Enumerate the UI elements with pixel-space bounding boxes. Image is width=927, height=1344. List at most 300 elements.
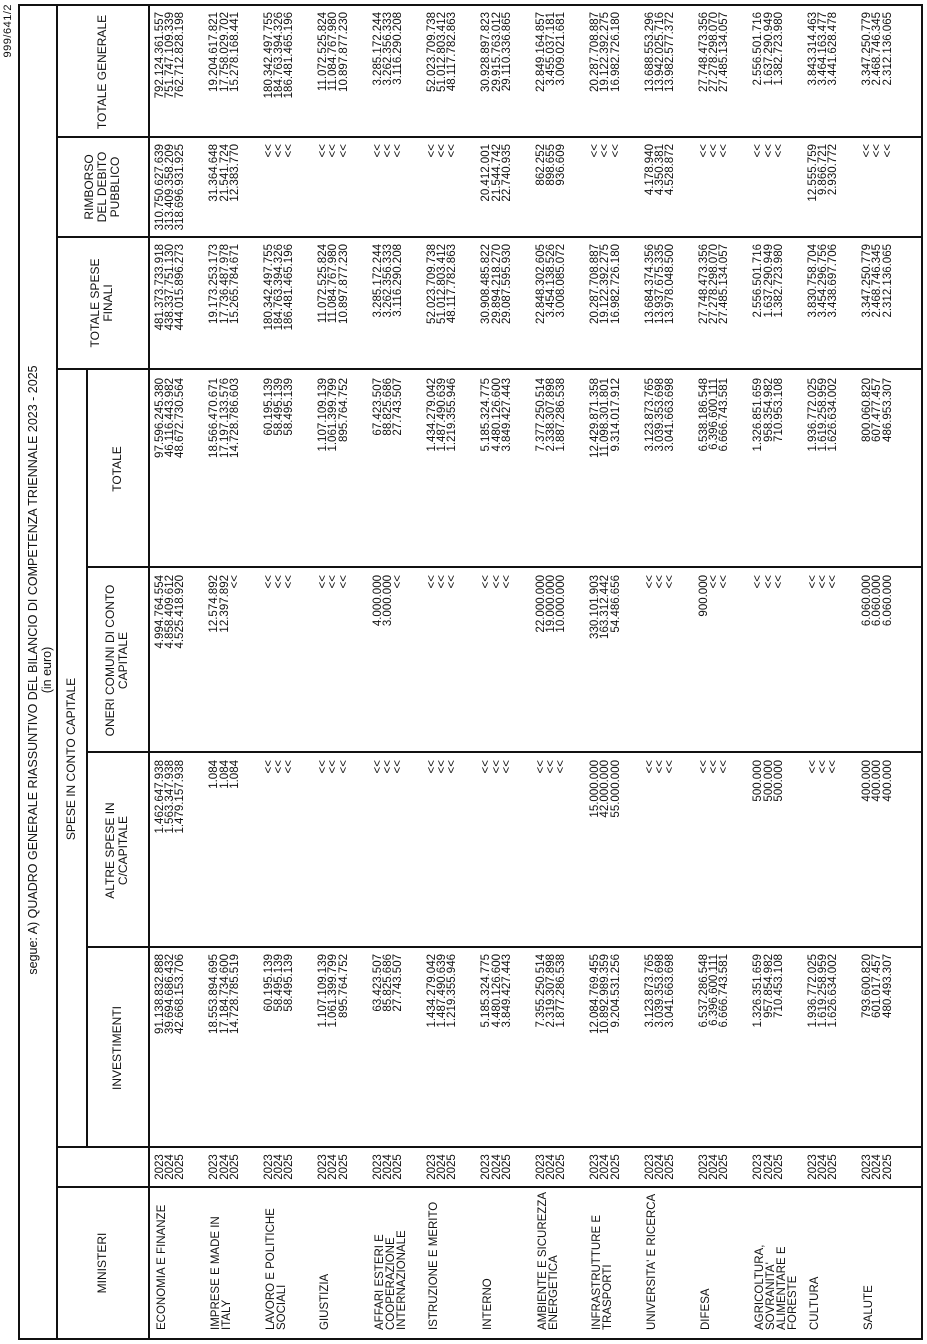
totale-cell: 3.123.873.765 (643, 378, 656, 452)
investimenti-cell: 27.743.507 (392, 954, 404, 1012)
rimborso-cell: 936.609 (555, 144, 568, 186)
divider (86, 751, 921, 753)
table-frame (18, 4, 923, 1340)
altre-cell: << (337, 760, 350, 774)
oneri-cell: << (446, 575, 459, 589)
oneri-cell: 6.060.000 (871, 575, 884, 627)
rimborso-cell: 12.383.770 (228, 144, 241, 202)
year-cell: 2025 (609, 1154, 622, 1180)
rimborso-cell: 21.544.742 (490, 144, 503, 202)
altre-cell: 55.000.000 (609, 760, 622, 818)
finali-cell: 481.373.733.918 (154, 244, 166, 331)
oneri-cell: << (317, 575, 330, 589)
totale-cell: 27.743.507 (392, 378, 404, 436)
year-cell: 2023 (589, 1154, 602, 1180)
altre-cell: << (555, 760, 568, 774)
oneri-cell: 4.000.000 (371, 575, 384, 627)
investimenti-cell: 3.041.663.698 (664, 954, 676, 1028)
totale-cell: 9.314.017.912 (609, 378, 622, 452)
rimborso-cell: << (698, 144, 710, 158)
oneri-cell: 330.101.903 (589, 575, 602, 639)
generale-cell: 751.747.109.339 (164, 12, 177, 99)
totale-cell: 710.953.108 (772, 378, 785, 442)
year-cell: 2025 (881, 1154, 894, 1180)
oneri-cell: << (327, 575, 340, 589)
oneri-cell: << (228, 575, 241, 589)
year-cell: 2024 (273, 1154, 285, 1180)
finali-cell: 438.337.751.130 (164, 244, 177, 331)
altre-cell: << (490, 760, 503, 774)
altre-cell: << (392, 760, 404, 774)
generale-cell: 22.849.164.857 (534, 12, 547, 92)
totale-cell: 12.429.871.358 (589, 378, 602, 458)
oneri-cell: << (436, 575, 449, 589)
oneri-cell: << (827, 575, 840, 589)
oneri-cell: 54.486.656 (609, 575, 622, 633)
altre-cell: << (545, 760, 557, 774)
totale-cell: 1.619.258.959 (817, 378, 829, 452)
generale-cell: 762.712.828.198 (174, 12, 187, 99)
investimenti-cell: 710.453.108 (772, 954, 785, 1018)
totale-cell: 895.764.752 (337, 378, 350, 442)
oneri-cell: << (762, 575, 775, 589)
altre-cell: << (698, 760, 710, 774)
oneri-cell: 4.525.418.920 (174, 575, 187, 649)
altre-cell: 1.084 (208, 760, 221, 789)
generale-cell: 3.009.021.681 (555, 12, 568, 86)
ministry-name: AMBIENTE E SICUREZZA ENERGETICA (536, 1192, 560, 1330)
altre-cell: << (534, 760, 547, 774)
header-totale: TOTALE (109, 446, 124, 492)
header-altre-spese: ALTRE SPESE IN C/CAPITALE (103, 802, 130, 899)
altre-cell: << (480, 760, 493, 774)
totale-cell: 607.477.457 (871, 378, 884, 442)
investimenti-cell: 63.423.507 (371, 954, 384, 1012)
investimenti-cell: 39.694.686.432 (164, 954, 177, 1034)
finali-cell: 27.485.134.057 (718, 244, 731, 324)
rimborso-cell: 20.412.001 (480, 144, 493, 202)
altre-cell: 1.084 (228, 760, 241, 789)
finali-cell: 3.454.296.756 (817, 244, 829, 318)
finali-cell: 27.748.473.356 (698, 244, 710, 324)
generale-cell: 792.124.361.557 (154, 12, 166, 99)
generale-cell: 27.278.298.070 (708, 12, 721, 92)
rimborso-cell: << (426, 144, 438, 158)
altre-cell: << (273, 760, 285, 774)
year-cell: 2025 (555, 1154, 568, 1180)
oneri-cell: << (500, 575, 513, 589)
rimborso-cell: << (371, 144, 384, 158)
generale-cell: 3.843.314.463 (806, 12, 819, 86)
totale-cell: 18.566.470.671 (208, 378, 221, 458)
totale-cell: 958.354.982 (762, 378, 775, 442)
oneri-cell: << (480, 575, 493, 589)
finali-cell: 11.072.525.824 (317, 244, 330, 324)
header-investimenti: INVESTIMENTI (109, 1006, 124, 1091)
altre-cell: << (436, 760, 449, 774)
generale-cell: 19.204.617.821 (208, 12, 221, 92)
generale-cell: 52.023.709.738 (426, 12, 438, 92)
rimborso-cell: 12.555.759 (806, 144, 819, 202)
finali-cell: 29.894.218.270 (490, 244, 503, 324)
totale-cell: 97.596.245.380 (154, 378, 166, 458)
totale-cell: 486.953.307 (881, 378, 894, 442)
ministry-name: INFRASTRUTTURE E TRASPORTI (591, 1215, 615, 1330)
totale-cell: 6.396.600.111 (708, 378, 721, 450)
altre-cell: 42.000.000 (599, 760, 612, 818)
totale-cell: 17.197.133.576 (218, 378, 231, 458)
rimborso-cell: 21.541.724 (218, 144, 231, 202)
generale-cell: 10.897.877.230 (337, 12, 350, 92)
investimenti-cell: 2.319.307.898 (545, 954, 557, 1028)
generale-cell: 27.748.473.356 (698, 12, 710, 92)
oneri-cell: 22.000.000 (534, 575, 547, 633)
totale-cell: 58.495.139 (273, 378, 285, 436)
rimborso-cell: 4.178.940 (643, 144, 656, 196)
investimenti-cell: 1.619.258.959 (817, 954, 829, 1028)
year-cell: 2023 (426, 1154, 438, 1180)
finali-cell: 3.830.758.704 (806, 244, 819, 318)
generale-cell: 29.915.763.012 (490, 12, 503, 92)
investimenti-cell: 60.195.139 (262, 954, 275, 1012)
investimenti-cell: 1.107.109.139 (317, 954, 330, 1028)
finali-cell: 22.848.302.605 (534, 244, 547, 324)
rimborso-cell: << (392, 144, 404, 158)
finali-cell: 10.897.877.230 (337, 244, 350, 324)
year-cell: 2024 (817, 1154, 829, 1180)
rimborso-cell: 9.866.721 (817, 144, 829, 196)
totale-cell: 5.185.324.775 (480, 378, 493, 452)
oneri-cell: 163.312.442 (599, 575, 612, 639)
oneri-cell: << (392, 575, 404, 589)
rimborso-cell: 4.528.872 (664, 144, 676, 196)
totale-cell: 58.495.139 (283, 378, 296, 436)
investimenti-cell: 3.123.873.765 (643, 954, 656, 1028)
generale-cell: 48.117.782.863 (446, 12, 459, 92)
year-cell: 2023 (208, 1154, 221, 1180)
altre-cell: << (283, 760, 296, 774)
rimborso-cell: << (446, 144, 459, 158)
divider (148, 6, 150, 1338)
totale-cell: 1.936.772.025 (806, 378, 819, 452)
oneri-cell: << (718, 575, 731, 589)
generale-cell: 13.688.553.296 (643, 12, 656, 92)
year-cell: 2025 (718, 1154, 731, 1180)
altre-cell: 400.000 (881, 760, 894, 802)
altre-cell: << (426, 760, 438, 774)
rimborso-cell: << (436, 144, 449, 158)
year-cell: 2023 (371, 1154, 384, 1180)
finali-cell: 19.122.392.275 (599, 244, 612, 324)
year-cell: 2024 (436, 1154, 449, 1180)
investimenti-cell: 793.600.820 (861, 954, 874, 1018)
year-cell: 2023 (698, 1154, 710, 1180)
finali-cell: 29.087.595.930 (500, 244, 513, 324)
rimborso-cell: 313.409.358.209 (164, 144, 177, 231)
oneri-cell: << (490, 575, 503, 589)
rimborso-cell: << (381, 144, 394, 158)
ministry-name: AGRICOLTURA, SOVRANITA' ALIMENTARE E FORESTE (754, 1244, 800, 1330)
totale-cell: 2.338.307.898 (545, 378, 557, 452)
generale-cell: 30.928.897.823 (480, 12, 493, 92)
ministry-name: UNIVERSITA' E RICERCA (645, 1193, 658, 1330)
generale-cell: 180.342.497.755 (262, 12, 275, 99)
year-cell: 2023 (752, 1154, 765, 1180)
header-ministeri: MINISTERI (94, 1232, 109, 1294)
year-cell: 2025 (337, 1154, 350, 1180)
finali-cell: 3.262.356.333 (381, 244, 394, 318)
generale-cell: 2.468.746.345 (871, 12, 884, 86)
generale-cell: 11.072.525.824 (317, 12, 330, 92)
investimenti-cell: 6.396.600.111 (708, 954, 721, 1026)
altre-cell: << (446, 760, 459, 774)
generale-cell: 3.464.163.477 (817, 12, 829, 86)
rimborso-cell: 31.364.648 (208, 144, 221, 202)
finali-cell: 3.438.697.706 (827, 244, 840, 318)
investimenti-cell: 1.061.399.799 (327, 954, 340, 1028)
finali-cell: 51.012.803.412 (436, 244, 449, 324)
investimenti-cell: 1.936.772.025 (806, 954, 819, 1028)
oneri-cell: << (283, 575, 296, 589)
finali-cell: 3.285.172.244 (371, 244, 384, 318)
oneri-cell: 3.000.000 (381, 575, 394, 627)
totale-cell: 11.098.301.801 (599, 378, 612, 458)
finali-cell: 1.382.723.980 (772, 244, 785, 318)
oneri-cell: << (643, 575, 656, 589)
generale-cell: 13.982.577.372 (664, 12, 676, 92)
investimenti-cell: 3.039.353.698 (653, 954, 666, 1028)
year-cell: 2023 (534, 1154, 547, 1180)
oneri-cell: << (653, 575, 666, 589)
investimenti-cell: 6.666.743.581 (718, 954, 731, 1028)
totale-cell: 1.487.490.639 (436, 378, 449, 452)
rimborso-cell: << (718, 144, 731, 158)
altre-cell: 500.000 (752, 760, 765, 802)
finali-cell: 2.312.136.065 (881, 244, 894, 318)
totale-cell: 4.480.126.600 (490, 378, 503, 452)
generale-cell: 1.637.290.949 (762, 12, 775, 86)
altre-cell: << (371, 760, 384, 774)
year-cell: 2023 (861, 1154, 874, 1180)
finali-cell: 180.342.497.755 (262, 244, 275, 331)
finali-cell: 186.481.465.196 (283, 244, 296, 331)
finali-cell: 184.763.394.326 (273, 244, 285, 331)
finali-cell: 3.116.290.208 (392, 244, 404, 317)
finali-cell: 13.978.048.500 (664, 244, 676, 324)
altre-cell: << (806, 760, 819, 774)
generale-cell: 3.285.172.244 (371, 12, 384, 86)
year-cell: 2024 (218, 1154, 231, 1180)
totale-cell: 1.061.399.799 (327, 378, 340, 452)
generale-cell: 3.116.290.208 (392, 12, 404, 85)
generale-cell: 2.556.501.716 (752, 12, 765, 86)
year-cell: 2025 (664, 1154, 676, 1180)
year-cell: 2025 (827, 1154, 840, 1180)
investimenti-cell: 10.892.989.359 (599, 954, 612, 1034)
rimborso-cell: << (273, 144, 285, 158)
investimenti-cell: 12.084.769.455 (589, 954, 602, 1034)
altre-cell: << (500, 760, 513, 774)
investimenti-cell: 1.626.634.002 (827, 954, 840, 1028)
altre-cell: << (317, 760, 330, 774)
investimenti-cell: 480.493.307 (881, 954, 894, 1018)
oneri-cell: << (273, 575, 285, 589)
rimborso-cell: << (861, 144, 874, 158)
finali-cell: 17.736.487.978 (218, 244, 231, 324)
divider (56, 1186, 921, 1188)
year-cell: 2025 (283, 1154, 296, 1180)
year-cell: 2025 (174, 1154, 187, 1180)
altre-cell: << (262, 760, 275, 774)
generale-cell: 184.763.394.326 (273, 12, 285, 99)
header-oneri-comuni: ONERI COMUNI DI CONTO CAPITALE (103, 584, 130, 737)
investimenti-cell: 42.668.153.706 (174, 954, 187, 1034)
oneri-cell: << (337, 575, 350, 589)
rimborso-cell: 4.350.381 (653, 144, 666, 196)
oneri-cell: 12.574.892 (208, 575, 221, 633)
finali-cell: 444.015.896.273 (174, 244, 187, 331)
finali-cell: 30.908.485.822 (480, 244, 493, 324)
totale-cell: 1.219.355.946 (446, 378, 459, 452)
finali-cell: 27.278.298.070 (708, 244, 721, 324)
generale-cell: 29.110.336.865 (500, 12, 513, 92)
altre-cell: << (827, 760, 840, 774)
year-cell: 2024 (327, 1154, 340, 1180)
generale-cell: 13.942.025.716 (653, 12, 666, 92)
investimenti-cell: 1.877.286.538 (555, 954, 568, 1028)
rimborso-cell: << (609, 144, 622, 158)
rimborso-cell: << (327, 144, 340, 158)
finali-cell: 3.347.250.779 (861, 244, 874, 318)
ministry-name: ECONOMIA E FINANZE (156, 1204, 168, 1330)
altre-cell: 1.462.647.938 (154, 760, 166, 834)
finali-cell: 2.468.746.345 (871, 244, 884, 318)
year-cell: 2024 (164, 1154, 177, 1180)
year-cell: 2025 (446, 1154, 459, 1180)
rimborso-cell: << (772, 144, 785, 158)
finali-cell: 11.084.767.980 (327, 244, 340, 324)
rimborso-cell: << (589, 144, 602, 158)
totale-cell: 6.666.743.581 (718, 378, 731, 452)
header-spese-conto-capitale: SPESE IN CONTO CAPITALE (63, 677, 78, 841)
finali-cell: 1.637.290.949 (762, 244, 775, 318)
totale-cell: 48.672.730.564 (174, 378, 187, 458)
header-totale-generale: TOTALE GENERALE (94, 14, 109, 130)
year-cell: 2024 (545, 1154, 557, 1180)
finali-cell: 2.556.501.716 (752, 244, 765, 318)
generale-cell: 15.278.168.441 (228, 12, 241, 92)
altre-cell: << (708, 760, 721, 774)
altre-cell: 400.000 (871, 760, 884, 802)
header-totale-spese-finali: TOTALE SPESE FINALI (88, 258, 115, 348)
oneri-cell: 12.397.892 (218, 575, 231, 633)
oneri-cell: << (772, 575, 785, 589)
year-cell: 2025 (228, 1154, 241, 1180)
oneri-cell: << (664, 575, 676, 589)
totale-cell: 6.538.186.548 (698, 378, 710, 452)
rimborso-cell: 22.740.935 (500, 144, 513, 202)
year-cell: 2024 (762, 1154, 775, 1180)
page-code: 999/641/2 (2, 4, 14, 58)
finali-cell: 13.684.374.356 (643, 244, 656, 324)
investimenti-cell: 17.184.734.600 (218, 954, 231, 1034)
generale-cell: 3.262.356.333 (381, 12, 394, 86)
investimenti-cell: 601.017.457 (871, 954, 884, 1018)
altre-cell: << (718, 760, 731, 774)
totale-cell: 46.116.443.982 (164, 378, 177, 458)
rimborso-cell: << (762, 144, 775, 158)
rimborso-cell: 2.930.772 (827, 144, 840, 196)
totale-cell: 67.423.507 (371, 378, 384, 436)
year-cell: 2024 (653, 1154, 666, 1180)
header-rimborso: RIMBORSO DEL DEBITO PUBBLICO (81, 151, 122, 223)
totale-cell: 1.887.286.538 (555, 378, 568, 452)
year-cell: 2023 (643, 1154, 656, 1180)
oneri-cell: 19.000.000 (545, 575, 557, 633)
finali-cell: 13.937.675.335 (653, 244, 666, 324)
totale-cell: 60.195.139 (262, 378, 275, 436)
rimborso-cell: << (881, 144, 894, 158)
totale-cell: 3.849.427.443 (500, 378, 513, 452)
generale-cell: 20.287.708.887 (589, 12, 602, 92)
year-cell: 2023 (806, 1154, 819, 1180)
investimenti-cell: 7.355.250.514 (534, 954, 547, 1028)
ministry-name: AFFARI ESTERI E COOPERAZIONE INTERNAZIONALE (373, 1230, 408, 1330)
totale-cell: 3.039.353.698 (653, 378, 666, 452)
table-title (26, 2, 54, 1338)
altre-cell: << (653, 760, 666, 774)
investimenti-cell: 18.553.894.695 (208, 954, 221, 1034)
finali-cell: 15.265.784.671 (228, 244, 241, 324)
year-cell: 2024 (490, 1154, 503, 1180)
investimenti-cell: 6.537.286.548 (698, 954, 710, 1028)
investimenti-cell: 5.185.324.775 (480, 954, 493, 1028)
investimenti-cell: 1.434.279.042 (426, 954, 438, 1028)
finali-cell: 52.023.709.738 (426, 244, 438, 324)
totale-cell: 7.377.250.514 (534, 378, 547, 452)
generale-cell: 27.485.134.057 (718, 12, 731, 92)
generale-cell: 16.982.726.180 (609, 12, 622, 92)
oneri-cell: 900.000 (698, 575, 710, 617)
oneri-cell: << (806, 575, 819, 589)
investimenti-cell: 58.495.139 (283, 954, 296, 1012)
ministry-name: CULTURA (808, 1276, 821, 1330)
totale-cell: 1.626.634.002 (827, 378, 840, 452)
oneri-cell: << (426, 575, 438, 589)
altre-cell: << (381, 760, 394, 774)
altre-cell: 15.000.000 (589, 760, 602, 818)
totale-cell: 88.825.686 (381, 378, 394, 436)
year-cell: 2023 (262, 1154, 275, 1180)
altre-cell: 500.000 (772, 760, 785, 802)
generale-cell: 3.441.628.478 (827, 12, 840, 86)
rimborso-cell: << (871, 144, 884, 158)
investimenti-cell: 1.219.355.946 (446, 954, 459, 1028)
oneri-cell: 10.000.000 (555, 575, 568, 633)
altre-cell: 500.000 (762, 760, 775, 802)
ministry-name: DIFESA (700, 1288, 712, 1330)
investimenti-cell: 895.764.752 (337, 954, 350, 1018)
rimborso-cell: << (752, 144, 765, 158)
oneri-cell: << (708, 575, 721, 589)
year-cell: 2025 (772, 1154, 785, 1180)
oneri-cell: << (752, 575, 765, 589)
investimenti-cell: 14.728.785.519 (228, 954, 241, 1034)
generale-cell: 17.758.029.702 (218, 12, 231, 92)
investimenti-cell: 3.849.427.443 (500, 954, 513, 1028)
generale-cell: 51.012.803.412 (436, 12, 449, 92)
year-cell: 2024 (871, 1154, 884, 1180)
